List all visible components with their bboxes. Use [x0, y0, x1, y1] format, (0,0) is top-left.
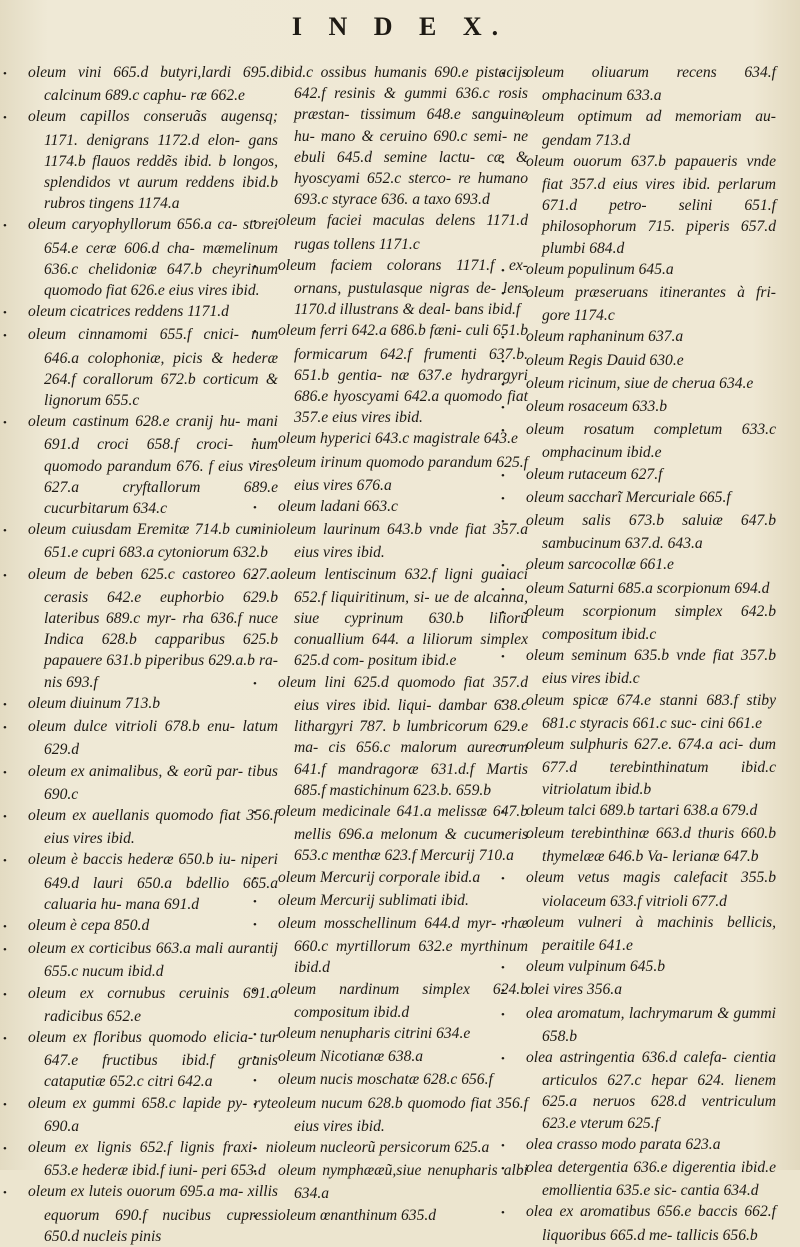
- index-entry: • oleum vulpinum 645.b: [526, 956, 776, 979]
- index-entry: • oleum raphaninum 637.a: [526, 326, 776, 349]
- index-entry: • oleum Saturni 685.a scorpionum 694.d: [526, 578, 776, 601]
- index-entry: • oleum optimum ad memoriam au- gendam 713.d: [526, 106, 776, 150]
- index-column-1: [28, 62, 278, 1247]
- index-column-2: [278, 62, 528, 1228]
- index-entry-continued: ibid.c ossibus humanis 690.e pistacijs 642.f resinis & gummi 636.c rosis præstan- tissimum 648.e sanguine hu- mano & ceruino 690.c semi- ne ebuli 645.d semine lactu- cæ & hyoscyami 652.c sterco- re humano 693.c styrace 636. a taxo 693.d: [278, 64, 528, 209]
- index-entry: • oleum Mercurij sublimati ibid.: [278, 890, 528, 913]
- index-entry: • oleum ex floribus quomodo elicia- tur 647.e fructibus ibid.f granis cataputiæ 652.c citri 642.a: [28, 1027, 278, 1093]
- index-entry: • oleum rutaceum 627.f: [526, 464, 776, 487]
- index-entry: • oleum seminum 635.b vnde fiat 357.b eius vires ibid.c: [526, 645, 776, 689]
- index-entry: • oleum de beben 625.c castoreo 627.a cerasis 642.e euphorbio 629.b lateribus 689.c myr- rha 636.f nuce Indica 628.b capparibus 625.b papauere 631.b piperibus 629.a.b ra- nis 693.f: [28, 564, 278, 693]
- index-entry: • oleum faciem colorans 1171.f ex- ornans, pustulasque nigras de- lens 1170.d illustrans & deal- bans ibid.f: [278, 255, 528, 321]
- page-title: I N D E X.: [291, 12, 509, 41]
- index-entry: • oleum Nicotianæ 638.a: [278, 1046, 528, 1069]
- index-entry: • oleum oliuarum recens 634.f omphacinum 633.a: [526, 62, 776, 106]
- index-entry: • olei vires 356.a: [526, 979, 776, 1002]
- index-entry: • oleum sulphuris 627.e. 674.a aci- dum 677.d terebinthinatum ibid.c vitriolatum ibid.b: [526, 734, 776, 800]
- index-entry: • oleum medicinale 641.a melissæ 647.b mellis 696.a melonum & cucumeris 653.c menthæ 623.f Mercurij 710.a: [278, 801, 528, 867]
- index-entry: • oleum ex lignis 652.f lignis fraxi- ni 653.e hederæ ibid.f iuni- peri 653.d: [28, 1137, 278, 1181]
- index-entry: • oleum nymphææũ,siue nenupharis albi 634.a: [278, 1160, 528, 1204]
- index-entry: • oleum laurinum 643.b vnde fiat 357.a eius vires ibid.: [278, 519, 528, 563]
- index-entry: • oleum ex auellanis quomodo fiat 356.f eius vires ibid.: [28, 805, 278, 849]
- index-entry: • oleum faciei maculas delens 1171.d rugas tollens 1171.c: [278, 210, 528, 254]
- index-entry: • oleum rosatum completum 633.c omphacinum ibid.e: [526, 419, 776, 463]
- index-entry: • oleum ex cornubus ceruinis 691.a radicibus 652.e: [28, 983, 278, 1027]
- index-entry: • oleum vulneri à machinis bellicis, peraitile 641.e: [526, 912, 776, 956]
- index-entry: • oleum populinum 645.a: [526, 259, 776, 282]
- index-entry: • oleum ex luteis ouorum 695.a ma- xillis equorum 690.f nucibus cupressi 650.d nucleis pinis: [28, 1181, 278, 1247]
- index-entry: • oleum è cepa 850.d: [28, 915, 278, 938]
- index-entry: • oleum cinnamomi 655.f cnici- num 646.a colophoniæ, picis & hederæ 264.f corallorum 672.b corticum & lignorum 655.c: [28, 324, 278, 411]
- index-entry: • oleum castinum 628.e cranij hu- mani 691.d croci 658.f croci- num quomodo parandum 676. f eius vires 627.a cryftallorum 689.e cucurbitarum 634.c: [28, 411, 278, 519]
- index-entry: • olea astringentia 636.d calefa- cientia articulos 627.c hepar 624. lienem 625.a neruos 628.d ventriculum 623.e vterum 625.f: [526, 1047, 776, 1134]
- index-entry: • oleum talci 689.b tartari 638.a 679.d: [526, 800, 776, 823]
- index-entry: • oleum ouorum 637.b papaueris vnde fiat 357.d eius vires ibid. perlarum 671.d petro- selini 651.f philosophorum 715. piperis 657.d plumbi 684.d: [526, 151, 776, 259]
- index-entry: • oleum spicæ 674.e stanni 683.f stiby 681.c styracis 661.c suc- cini 661.e: [526, 690, 776, 734]
- index-entry: • oleum lini 625.d quomodo fiat 357.d eius vires ibid. liqui- dambar 638.c lithargyri 787. b lumbricorum 629.e ma- cis 656.c malorum aureorum 641.f mandragoræ 631.d.f Martis 685.f mastichinum 623.b. 659.b: [278, 672, 528, 801]
- index-entry: • oleum cuiusdam Eremitæ 714.b cumini 651.e cupri 683.a cytoniorum 632.b: [28, 519, 278, 563]
- index-entry: • oleum sarcocollæ 661.e: [526, 554, 776, 577]
- index-entry: • oleum diuinum 713.b: [28, 693, 278, 716]
- index-entry: • oleum capillos conseruãs augensq; 1171. denigrans 1172.d elon- gans 1174.b flauos reddẽs ibid. b longos, splendidos vt aurum reddens ibid.b rubros tingens 1174.a: [28, 106, 278, 214]
- index-entry: • oleum salis 673.b saluiæ 647.b sambucinum 637.d. 643.a: [526, 510, 776, 554]
- index-entry: • oleum nucleorũ persicorum 625.a: [278, 1137, 528, 1160]
- index-entry: • oleum hyperici 643.c magistrale 643.e: [278, 428, 528, 451]
- index-entry: • oleum vini 665.d butyri,lardi 695.d calcinum 689.c caphu- ræ 662.e: [28, 62, 278, 106]
- index-entry: • oleum dulce vitrioli 678.b enu- latum 629.d: [28, 716, 278, 760]
- index-entry: • oleum nucis moschatæ 628.c 656.f: [278, 1069, 528, 1092]
- index-entry: • oleum ex corticibus 663.a mali aurantij 655.c nucum ibid.d: [28, 938, 278, 982]
- index-entry: • olea crasso modo parata 623.a: [526, 1134, 776, 1157]
- index-entry: • olea aromatum, lachrymarum & gummi 658.b: [526, 1003, 776, 1047]
- index-entry: • oleum œnanthinum 635.d: [278, 1205, 528, 1228]
- index-entry: • oleum caryophyllorum 656.a ca- storei 654.e ceræ 606.d cha- mæmelinum 636.c chelidoniæ 647.b cheyrinum quomodo fiat 626.e eius vires ibid.: [28, 214, 278, 301]
- index-entry: • oleum terebinthinæ 663.d thuris 660.b thymelææ 646.b Va- lerianæ 647.b: [526, 823, 776, 867]
- index-entry: • oleum scorpionum simplex 642.b compositum ibid.c: [526, 601, 776, 645]
- index-entry: • oleum ex animalibus, & eorũ par- tibus 690.c: [28, 761, 278, 805]
- index-entry: • oleum Mercurij corporale ibid.a: [278, 867, 528, 890]
- index-entry: • oleum præseruans itinerantes à fri- gore 1174.c: [526, 282, 776, 326]
- index-entry: • oleum ladani 663.c: [278, 496, 528, 519]
- index-entry: • oleum nenupharis citrini 634.e: [278, 1023, 528, 1046]
- index-entry: • oleum vetus magis calefacit 355.b violaceum 633.f vitrioli 677.d: [526, 867, 776, 911]
- index-entry: • oleum nardinum simplex 624.b compositum ibid.d: [278, 979, 528, 1023]
- index-entry: • oleum cicatrices reddens 1171.d: [28, 301, 278, 324]
- index-entry: • olea detergentia 636.e digerentia ibid.e emollientia 635.e sic- cantia 634.d: [526, 1157, 776, 1201]
- index-entry: • oleum lentiscinum 632.f ligni guaiaci 652.f liquiritinum, si- ue de alcanna, siue cyprinum 630.b liliorũ conuallium 644. a liliorum simplex 625.d com- positum ibid.e: [278, 564, 528, 672]
- index-entry: • oleum saccharĩ Mercuriale 665.f: [526, 487, 776, 510]
- index-entry: • oleum è baccis hederæ 650.b iu- niperi 649.d lauri 650.a bdellio 665.a caluaria hu- mana 691.d: [28, 849, 278, 915]
- index-entry: • oleum nucum 628.b quomodo fiat 356.f eius vires ibid.: [278, 1093, 528, 1137]
- index-entry: • oleum mosschellinum 644.d myr- rhæ 660.c myrtillorum 632.e myrthinum ibid.d: [278, 913, 528, 979]
- index-entry: • olea ex aromatibus 656.e baccis 662.f liquoribus 665.d me- tallicis 656.b: [526, 1201, 776, 1245]
- index-column-3: [526, 62, 776, 1246]
- index-entry: • oleum ricinum, siue de cherua 634.e: [526, 373, 776, 396]
- index-entry: • oleum irinum quomodo parandum 625.f eius vires 676.a: [278, 452, 528, 496]
- index-entry: • oleum rosaceum 633.b: [526, 396, 776, 419]
- index-entry: • oleum ex gummi 658.c lapide py- ryte 690.a: [28, 1093, 278, 1137]
- index-entry: • oleum ferri 642.a 686.b fæni- culi 651.b formicarum 642.f frumenti 637.b. 651.b gentia- næ 637.e hydrargyri 686.e hyoscyami 642.a quomodo fiat 357.e eius vires ibid.: [278, 320, 528, 428]
- index-entry: • oleum Regis Dauid 630.e: [526, 350, 776, 373]
